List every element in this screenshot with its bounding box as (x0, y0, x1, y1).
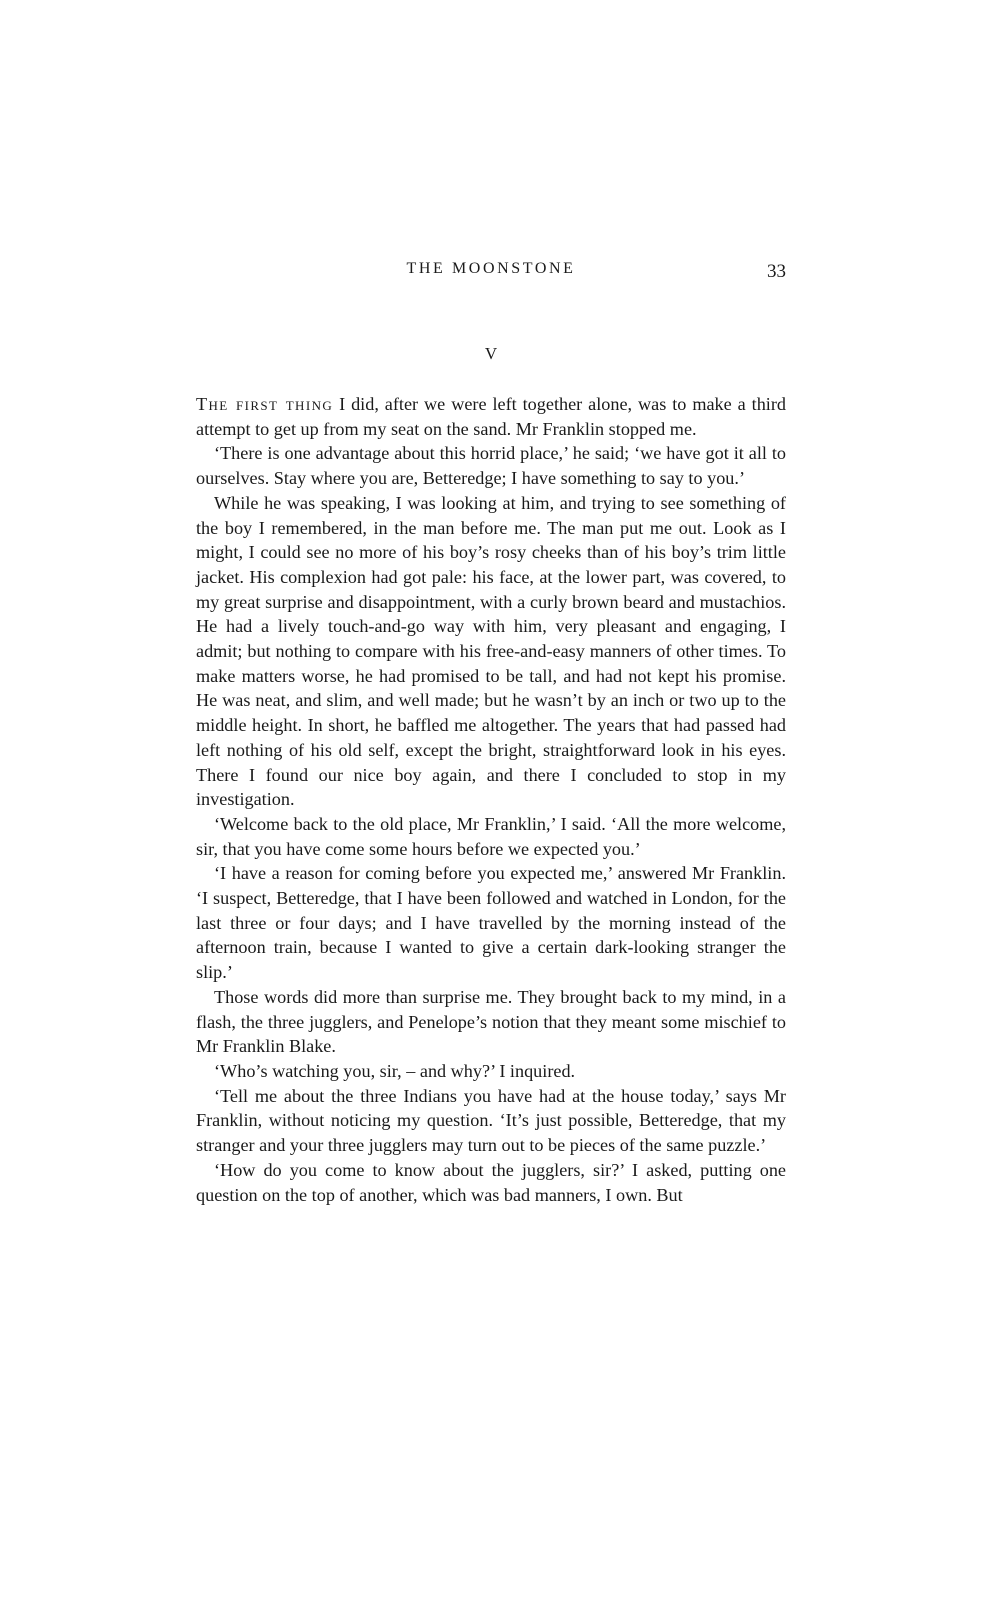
paragraph (196, 392, 786, 441)
paragraph-text: I did, after we were left together alone, was to make a third attempt to get up from my seat on the sand. Mr Franklin stopped me. (196, 394, 786, 439)
paragraph: ‘Welcome back to the old place, Mr Franklin,’ I said. ‘All the more welcome, sir, that you have come some hours before we expected you.’ (196, 813, 786, 859)
paragraph: ‘There is one advantage about this horrid place,’ he said; ‘we have got it all to ourselves. Stay where you are, Betteredge; I have something to say to you.’ (196, 443, 786, 489)
chapter-number: V (484, 344, 498, 363)
page-number: 33 (767, 261, 786, 282)
running-head (196, 258, 786, 288)
paragraph: ‘I have a reason for coming before you expected me,’ answered Mr Franklin. ‘I suspect, Betteredge, that I have been followed and watched in London, for the last three or four days; and I have travelled by the morning instead of the afternoon train, because I wanted to give a certain dark-looking stranger the slip.’ (196, 863, 786, 983)
paragraph: Those words did more than surprise me. They brought back to my mind, in a flash, the three jugglers, and Penelope’s notion that they meant some mischief to Mr Franklin Blake. (196, 986, 786, 1057)
body-text (196, 392, 786, 1207)
paragraph: ‘How do you come to know about the jugglers, sir?’ I asked, putting one question on the top of another, which was bad manners, I own. But (196, 1159, 786, 1205)
paragraph: ‘Who’s watching you, sir, – and why?’ I inquired. (214, 1060, 576, 1081)
paragraph: ‘Tell me about the three Indians you have had at the house today,’ says Mr Franklin, without noticing my question. ‘It’s just possible, Betteredge, that my stranger and your three jugglers may turn out to be pieces of the same puzzle.’ (196, 1085, 786, 1156)
running-title: THE MOONSTONE (406, 260, 576, 277)
paragraph: While he was speaking, I was looking at him, and trying to see something of the boy I remembered, in the man before me. The man put me out. Look as I might, I could see no more of his boy’s rosy cheeks than of his boy’s trim little jacket. His complexion had got pale: his face, at the lower part, was covered, to my great surprise and disappointment, with a curly brown beard and mustachios. He had a lively touch-and-go way with him, very pleasant and engaging, I admit; but nothing to compare with his free-and-easy manners of other times. To make matters worse, he had promised to be tall, and had not kept his promise. He was neat, and slim, and well made; but he wasn’t by an inch or two up to the middle height. In short, he baffled me altogether. The years that had passed had left nothing of his old self, except the bright, straightforward look in his eyes. There I found our nice boy again, and there I concluded to stop in my investigation. (196, 492, 786, 810)
opening-smallcaps: The first thing (196, 394, 334, 414)
